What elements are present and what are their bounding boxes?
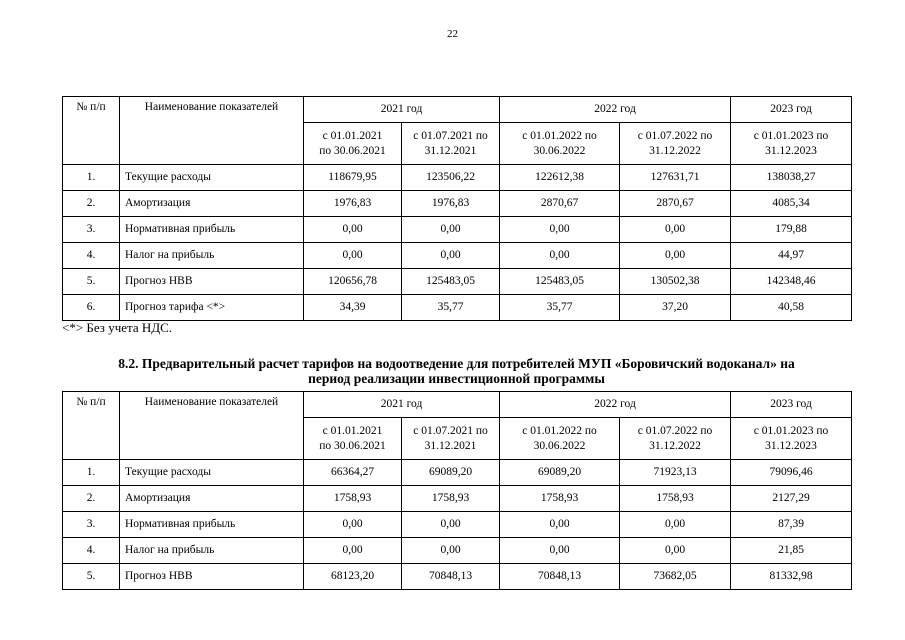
table-row (63, 191, 852, 217)
row-value: 71923,13 (620, 460, 731, 486)
header-year: 2022 год (500, 392, 731, 418)
section-title (62, 356, 851, 386)
header-year: 2023 год (731, 392, 852, 418)
row-name: Прогноз тарифа <*> (120, 295, 304, 321)
header-period-line: с 01.01.2022 по (522, 425, 597, 438)
header-period-line: с 01.07.2022 по (637, 425, 713, 438)
header-period-line: 31.12.2023 (765, 144, 817, 157)
row-value: 0,00 (500, 512, 620, 538)
row-number: 4. (63, 243, 120, 269)
row-value: 1758,93 (620, 486, 731, 512)
row-value: 0,00 (500, 538, 620, 564)
footnote: <*> Без учета НДС. (62, 320, 173, 335)
row-value: 179,88 (731, 217, 852, 243)
page-number: 22 (447, 28, 458, 40)
row-value: 0,00 (402, 243, 500, 269)
row-value: 0,00 (304, 538, 402, 564)
row-number: 2. (63, 486, 120, 512)
row-value: 69089,20 (500, 460, 620, 486)
row-value: 0,00 (620, 538, 731, 564)
row-value: 35,77 (402, 295, 500, 321)
header-period-line: 30.06.2022 (533, 439, 586, 452)
row-value: 2870,67 (500, 191, 620, 217)
header-period-line: 31.12.2022 (649, 144, 701, 157)
row-value: 66364,27 (304, 460, 402, 486)
row-value: 73682,05 (620, 564, 731, 590)
header-period-line: с 01.01.2021 (322, 130, 383, 143)
header-row-years (63, 392, 852, 418)
row-value: 0,00 (402, 538, 500, 564)
header-period (620, 123, 731, 165)
header-period-line: 31.12.2023 (765, 439, 817, 452)
row-value: 0,00 (500, 243, 620, 269)
row-value: 1758,93 (500, 486, 620, 512)
row-number: 3. (63, 512, 120, 538)
row-value: 1976,83 (402, 191, 500, 217)
row-value: 123506,22 (402, 165, 500, 191)
header-period-line: с 01.01.2023 по (753, 130, 829, 143)
row-value: 1758,93 (304, 486, 402, 512)
header-year: 2021 год (304, 392, 500, 418)
header-period-line: 31.12.2022 (649, 439, 701, 452)
row-value: 1758,93 (402, 486, 500, 512)
row-name: Налог на прибыль (120, 538, 304, 564)
header-period-line: по 30.06.2021 (319, 439, 386, 452)
row-value: 0,00 (304, 243, 402, 269)
header-name: Наименование показателей (120, 392, 304, 460)
row-value: 122612,38 (500, 165, 620, 191)
row-number: 1. (63, 165, 120, 191)
row-number: 5. (63, 564, 120, 590)
row-name: Амортизация (120, 486, 304, 512)
header-year: 2023 год (731, 97, 852, 123)
row-value: 0,00 (402, 512, 500, 538)
tariff-table-wastewater (62, 391, 852, 590)
table-row (63, 269, 852, 295)
section-title-line-1: 8.2. Предварительный расчет тарифов на водоотведение для потребителей МУП «Боровичский водоканал» на (118, 356, 795, 371)
header-period-line: с 01.07.2021 по (413, 130, 488, 143)
header-period (304, 418, 402, 460)
row-number: 4. (63, 538, 120, 564)
header-period-line: с 01.07.2021 по (413, 425, 488, 438)
row-value: 79096,46 (731, 460, 852, 486)
row-number: 2. (63, 191, 120, 217)
row-value: 0,00 (402, 217, 500, 243)
row-number: 3. (63, 217, 120, 243)
table-row (63, 564, 852, 590)
row-value: 0,00 (500, 217, 620, 243)
row-value: 0,00 (620, 217, 731, 243)
header-name: Наименование показателей (120, 97, 304, 165)
table-row (63, 165, 852, 191)
table-row (63, 217, 852, 243)
row-number: 6. (63, 295, 120, 321)
header-period (402, 123, 500, 165)
table-row (63, 538, 852, 564)
row-value: 2127,29 (731, 486, 852, 512)
row-value: 120656,78 (304, 269, 402, 295)
header-period-line: с 01.01.2021 (322, 425, 383, 438)
table-row (63, 486, 852, 512)
header-year: 2021 год (304, 97, 500, 123)
header-year: 2022 год (500, 97, 731, 123)
row-value: 68123,20 (304, 564, 402, 590)
header-period-line: с 01.07.2022 по (637, 130, 713, 143)
row-value: 70848,13 (402, 564, 500, 590)
header-period-line: 31.12.2021 (424, 144, 477, 157)
row-name: Текущие расходы (120, 460, 304, 486)
table-row (63, 243, 852, 269)
header-period (500, 418, 620, 460)
header-period (304, 123, 402, 165)
row-name: Нормативная прибыль (120, 512, 304, 538)
table-row (63, 295, 852, 321)
tariff-table-water-supply (62, 96, 852, 321)
row-value: 0,00 (304, 512, 402, 538)
row-value: 70848,13 (500, 564, 620, 590)
header-period (500, 123, 620, 165)
row-value: 125483,05 (402, 269, 500, 295)
row-value: 44,97 (731, 243, 852, 269)
row-number: 1. (63, 460, 120, 486)
row-value: 142348,46 (731, 269, 852, 295)
header-period (731, 418, 852, 460)
row-value: 35,77 (500, 295, 620, 321)
table-row (63, 460, 852, 486)
header-period (402, 418, 500, 460)
row-value: 37,20 (620, 295, 731, 321)
header-period-line: 31.12.2021 (424, 439, 477, 452)
row-value: 127631,71 (620, 165, 731, 191)
header-period-line: 30.06.2022 (533, 144, 586, 157)
row-value: 138038,27 (731, 165, 852, 191)
row-value: 81332,98 (731, 564, 852, 590)
header-num: № п/п (63, 392, 120, 460)
row-value: 69089,20 (402, 460, 500, 486)
row-value: 1976,83 (304, 191, 402, 217)
header-period-line: по 30.06.2021 (319, 144, 386, 157)
header-num: № п/п (63, 97, 120, 165)
table-row (63, 512, 852, 538)
row-value: 4085,34 (731, 191, 852, 217)
row-name: Прогноз НВВ (120, 564, 304, 590)
header-period-line: с 01.01.2022 по (522, 130, 597, 143)
row-value: 34,39 (304, 295, 402, 321)
header-period-line: с 01.01.2023 по (753, 425, 829, 438)
row-name: Амортизация (120, 191, 304, 217)
row-value: 130502,38 (620, 269, 731, 295)
row-value: 125483,05 (500, 269, 620, 295)
row-value: 0,00 (620, 512, 731, 538)
row-value: 40,58 (731, 295, 852, 321)
section-title-line-2: период реализации инвестиционной программы (308, 371, 605, 386)
row-name: Нормативная прибыль (120, 217, 304, 243)
row-value: 118679,95 (304, 165, 402, 191)
row-name: Текущие расходы (120, 165, 304, 191)
header-period (731, 123, 852, 165)
row-value: 0,00 (620, 243, 731, 269)
row-number: 5. (63, 269, 120, 295)
header-row-years (63, 97, 852, 123)
row-name: Налог на прибыль (120, 243, 304, 269)
row-value: 87,39 (731, 512, 852, 538)
row-value: 0,00 (304, 217, 402, 243)
header-period (620, 418, 731, 460)
row-value: 2870,67 (620, 191, 731, 217)
row-value: 21,85 (731, 538, 852, 564)
row-name: Прогноз НВВ (120, 269, 304, 295)
